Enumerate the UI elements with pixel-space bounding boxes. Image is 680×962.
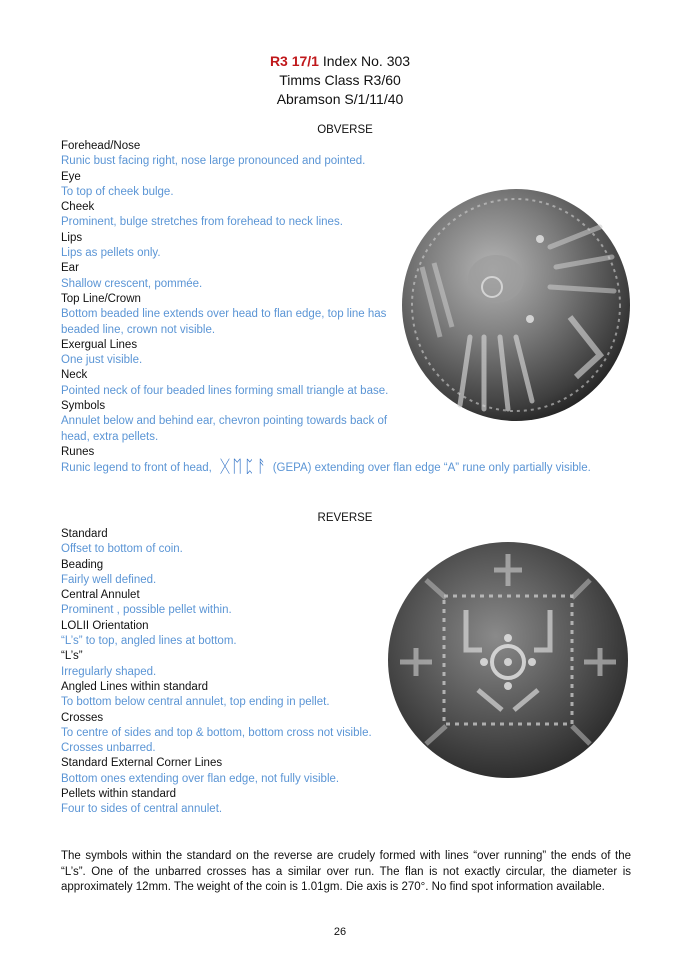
field-label: Standard External Corner Lines bbox=[61, 757, 223, 770]
record-title-line bbox=[0, 52, 680, 71]
field-value: To top of cheek bulge. bbox=[61, 185, 174, 198]
runes-prefix: Runic legend to front of head, bbox=[61, 462, 212, 475]
field-value: To bottom below central annulet, top ending in pellet. bbox=[61, 696, 330, 709]
field-value: Pointed neck of four beaded lines forming small triangle at base. bbox=[61, 384, 389, 397]
field-label: LOLII Orientation bbox=[61, 619, 149, 632]
field-value: Irregularly shaped. bbox=[61, 665, 157, 678]
field-label: Cheek bbox=[61, 201, 95, 214]
page-number: 26 bbox=[333, 926, 347, 938]
field-label: Symbols bbox=[61, 400, 106, 413]
field-value: Shallow crescent, pommée. bbox=[61, 277, 203, 290]
record-header bbox=[0, 52, 680, 109]
field-label: Central Annulet bbox=[61, 589, 140, 602]
field-value: Runic bust facing right, nose large pronounced and pointed. bbox=[61, 155, 366, 168]
field-value: To centre of sides and top & bottom, bottom cross not visible. bbox=[61, 726, 372, 739]
field-label: Neck bbox=[61, 369, 88, 382]
field-label: Beading bbox=[61, 558, 104, 571]
field-label: Exergual Lines bbox=[61, 338, 138, 351]
abramson-ref: Abramson S/1/11/40 bbox=[276, 91, 404, 107]
field-value: Fairly well defined. bbox=[61, 573, 157, 586]
field-label: “L’s” bbox=[61, 650, 83, 663]
field-value: Bottom beaded line extends over head to flan edge, top line has beaded line, crown not visible. bbox=[61, 308, 387, 336]
field-value: Four to sides of central annulet. bbox=[61, 803, 223, 816]
field-value: One just visible. bbox=[61, 354, 143, 367]
field-value: Prominent, bulge stretches from forehead to neck lines. bbox=[61, 216, 343, 229]
runes-suffix: (GEPA) extending over flan edge “A” rune only partially visible. bbox=[272, 462, 591, 475]
rune-legend: ᚷᛖᛈᚨ bbox=[219, 457, 269, 478]
obverse-coin-image bbox=[400, 187, 632, 423]
record-code: R3 17/1 bbox=[269, 53, 319, 69]
runes-value bbox=[61, 457, 621, 478]
field-value: Annulet below and behind ear, chevron pointing towards back of head, extra pellets. bbox=[61, 415, 388, 443]
index-number: Index No. 303 bbox=[322, 53, 411, 69]
obverse-fields bbox=[61, 139, 591, 478]
obverse-title: OBVERSE bbox=[317, 124, 373, 136]
field-value: Prominent , possible pellet within. bbox=[61, 604, 232, 617]
field-label: Forehead/Nose bbox=[61, 140, 141, 152]
summary-paragraph: The symbols within the standard on the reverse are crudely formed with lines “over running” the ends of the “L’s”. One of the unbarred crosses has a similar over run. The flan is not exactly circular, the diameter is approximately 12mm. The weight of the coin is 1.01gm. Die axis is 270°. No find spot information available. bbox=[61, 850, 631, 893]
field-label: Pellets within standard bbox=[61, 788, 177, 801]
reverse-fields bbox=[61, 527, 391, 818]
field-label: Lips bbox=[61, 231, 83, 244]
reverse-title: REVERSE bbox=[317, 512, 373, 524]
field-label: Eye bbox=[61, 170, 81, 183]
field-value: Offset to bottom of coin. bbox=[61, 543, 183, 556]
field-value: “L’s” to top, angled lines at bottom. bbox=[61, 635, 237, 648]
runes-label: Runes bbox=[61, 445, 95, 458]
timms-class: Timms Class R3/60 bbox=[279, 72, 401, 88]
field-value: Bottom ones extending over flan edge, not fully visible. bbox=[61, 772, 340, 785]
reverse-coin-image bbox=[386, 540, 631, 780]
field-value: Crosses unbarred. bbox=[61, 742, 156, 755]
field-label: Standard bbox=[61, 528, 108, 540]
field-label: Crosses bbox=[61, 711, 104, 724]
field-label: Ear bbox=[61, 262, 79, 275]
field-label: Top Line/Crown bbox=[61, 292, 141, 305]
field-value: Lips as pellets only. bbox=[61, 247, 161, 260]
field-label: Angled Lines within standard bbox=[61, 680, 209, 693]
